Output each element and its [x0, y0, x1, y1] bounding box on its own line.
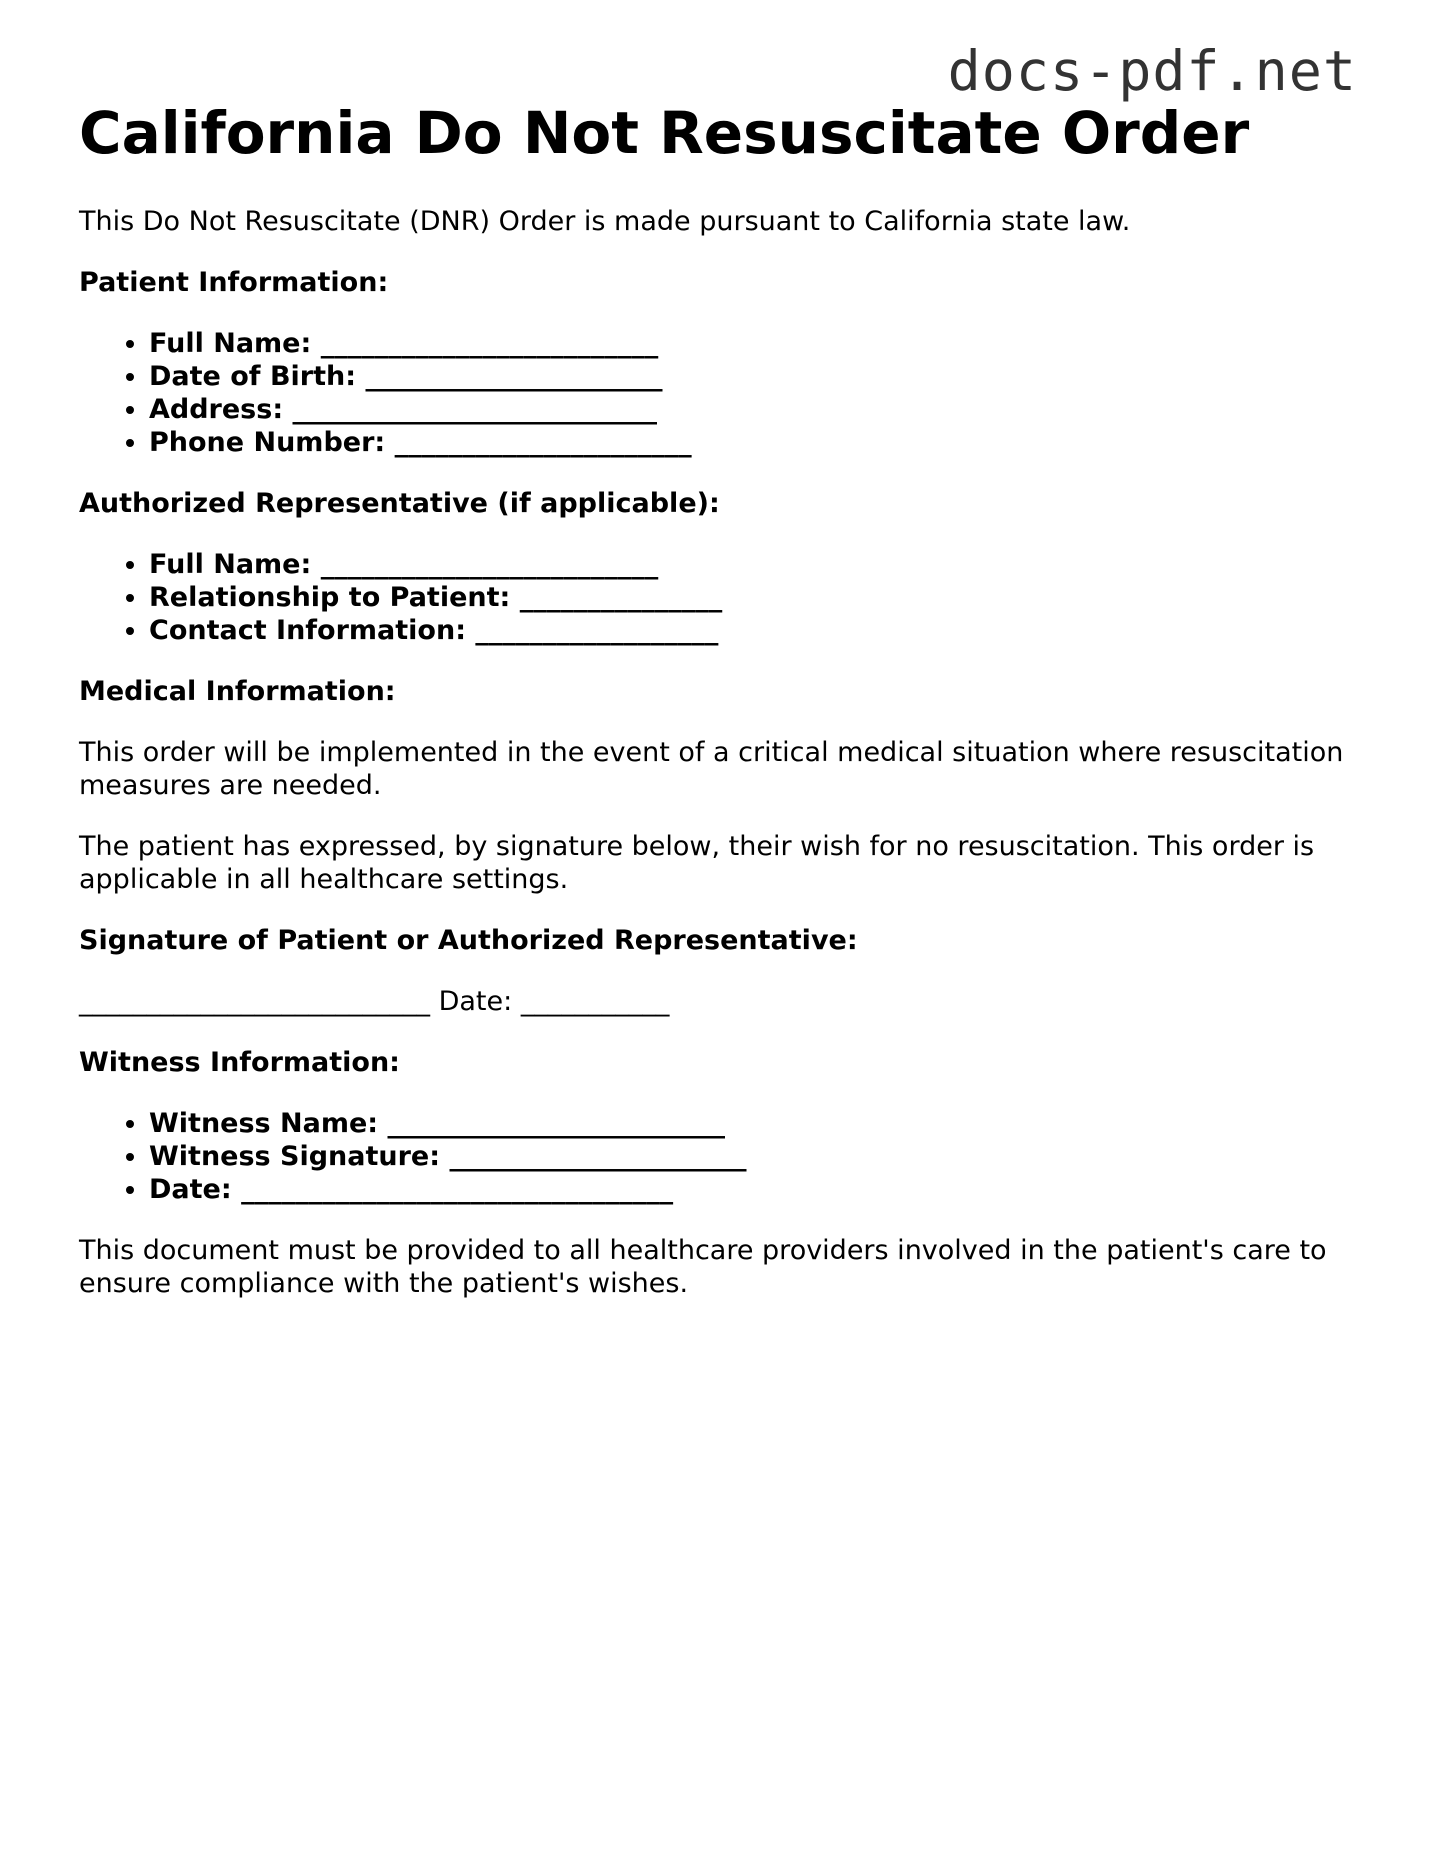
- field-label: Full Name:: [149, 328, 312, 359]
- representative-list: [79, 548, 1360, 647]
- signature-date-blank[interactable]: ___________: [520, 986, 670, 1017]
- closing-paragraph: This document must be provided to all healthcare providers involved in the patient's care to ensure compliance with the patient's wishes.: [79, 1235, 1327, 1299]
- signature-heading: Signature of Patient or Authorized Representative:: [79, 925, 858, 956]
- field-label: Date:: [149, 1174, 232, 1205]
- patient-phone-field[interactable]: [149, 426, 1360, 459]
- patient-info-heading: Patient Information:: [79, 267, 389, 298]
- witness-signature-field[interactable]: [149, 1140, 1360, 1173]
- field-blank[interactable]: ______________________: [365, 361, 663, 392]
- document-body: [79, 205, 1360, 1328]
- field-blank[interactable]: __________________: [475, 615, 719, 646]
- patient-full-name-field[interactable]: [149, 327, 1360, 360]
- field-blank[interactable]: ______________________: [449, 1141, 747, 1172]
- field-blank[interactable]: _______________: [519, 582, 723, 613]
- witness-heading: Witness Information:: [79, 1047, 400, 1078]
- field-label: Phone Number:: [149, 427, 386, 458]
- field-blank[interactable]: ______________________: [394, 427, 692, 458]
- representative-relationship-field[interactable]: [149, 581, 1360, 614]
- medical-paragraph-1: This order will be implemented in the event of a critical medical situation where resuscitation measures are needed.: [79, 737, 1344, 801]
- witness-name-field[interactable]: [149, 1107, 1360, 1140]
- field-blank[interactable]: ___________________________: [292, 394, 658, 425]
- field-blank[interactable]: _________________________: [320, 549, 659, 580]
- signature-date-label: Date:: [438, 986, 513, 1017]
- field-blank[interactable]: ________________________________: [241, 1174, 674, 1205]
- representative-heading: Authorized Representative (if applicable):: [79, 488, 720, 519]
- representative-contact-field[interactable]: [149, 614, 1360, 647]
- witness-date-field[interactable]: [149, 1173, 1360, 1206]
- page-title: California Do Not Resuscitate Order: [79, 99, 1250, 167]
- field-label: Date of Birth:: [149, 361, 357, 392]
- medical-heading: Medical Information:: [79, 676, 396, 707]
- patient-dob-field[interactable]: [149, 360, 1360, 393]
- field-label: Contact Information:: [149, 615, 466, 646]
- signature-line[interactable]: __________________________: [79, 986, 430, 1017]
- representative-full-name-field[interactable]: [149, 548, 1360, 581]
- field-label: Witness Signature:: [149, 1141, 441, 1172]
- field-blank[interactable]: _________________________: [387, 1108, 725, 1139]
- field-label: Address:: [149, 394, 284, 425]
- field-label: Witness Name:: [149, 1108, 379, 1139]
- field-label: Relationship to Patient:: [149, 582, 511, 613]
- signature-row: [79, 985, 1360, 1018]
- patient-info-list: [79, 327, 1360, 459]
- intro-paragraph: This Do Not Resuscitate (DNR) Order is made pursuant to California state law.: [79, 206, 1131, 237]
- witness-list: [79, 1107, 1360, 1206]
- field-label: Full Name:: [149, 549, 312, 580]
- patient-address-field[interactable]: [149, 393, 1360, 426]
- watermark: docs-pdf.net: [947, 39, 1357, 103]
- medical-paragraph-2: The patient has expressed, by signature below, their wish for no resuscitation. This order is applicable in all healthcare settings.: [79, 831, 1315, 895]
- field-blank[interactable]: _________________________: [320, 328, 659, 359]
